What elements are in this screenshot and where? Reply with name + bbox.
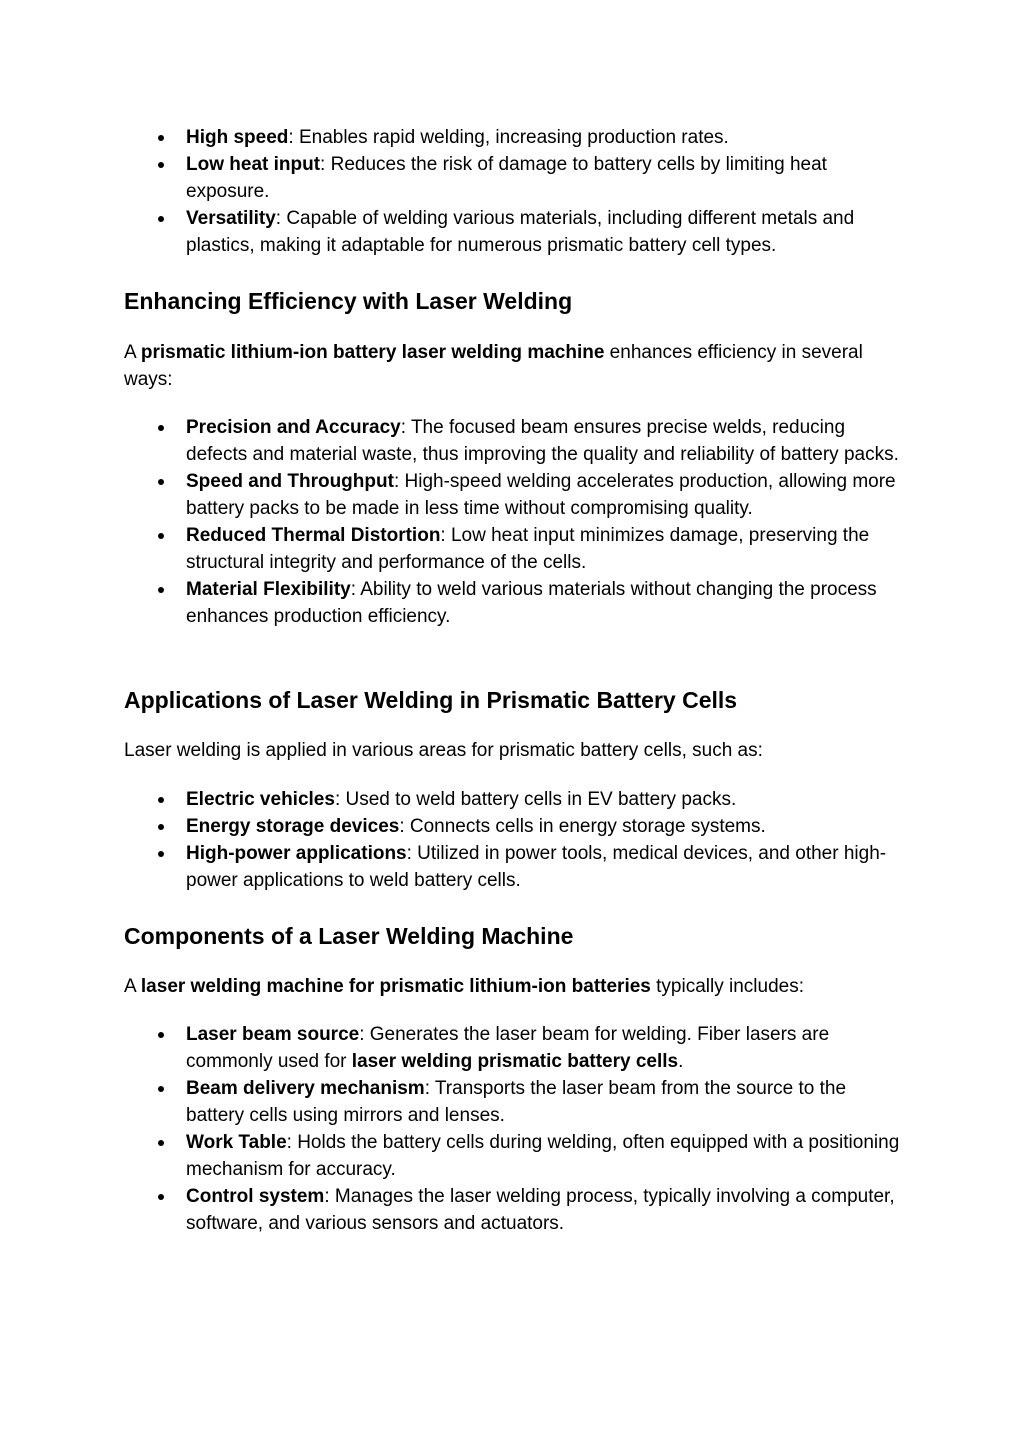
- intro-prefix: A: [124, 342, 141, 363]
- item-text: : Enables rapid welding, increasing production rates.: [288, 127, 729, 148]
- item-term: Reduced Thermal Distortion: [186, 525, 441, 546]
- list-item: [124, 414, 904, 468]
- item-term: Precision and Accuracy: [186, 417, 401, 438]
- item-text: : High-speed welding accelerates production, allowing more battery packs to be made in less time without compromising quality.: [186, 471, 896, 519]
- item-term: Electric vehicles: [186, 789, 335, 810]
- section-heading: Applications of Laser Welding in Prismatic Battery Cells: [124, 687, 738, 713]
- item-term: Work Table: [186, 1132, 287, 1153]
- intro-suffix: enhances efficiency in several ways:: [124, 342, 863, 390]
- item-text: : Capable of welding various materials, including different metals and plastics, making it adaptable for numerous prismatic battery cell types.: [186, 208, 855, 256]
- item-term: High speed: [186, 127, 289, 148]
- intro-prefix: A: [124, 976, 141, 997]
- list-item: [124, 1021, 904, 1075]
- bullet-icon: [158, 1194, 164, 1200]
- item-text: : Transports the laser beam from the source to the battery cells using mirrors and lenses.: [186, 1078, 847, 1126]
- item-text: : Holds the battery cells during welding, often equipped with a positioning mechanism for accuracy.: [186, 1132, 900, 1180]
- item-text: : Ability to weld various materials without changing the process enhances production efficiency.: [186, 579, 877, 627]
- item-text: : Reduces the risk of damage to battery cells by limiting heat exposure.: [186, 154, 827, 202]
- section-intro: [124, 339, 904, 393]
- intro-bold: prismatic lithium-ion battery laser welding machine: [140, 342, 605, 363]
- bullet-icon: [158, 162, 164, 168]
- bullet-icon: [158, 533, 164, 539]
- list-item: [124, 813, 904, 840]
- item-tail: .: [678, 1051, 684, 1072]
- item-text: : Utilized in power tools, medical devices, and other high-power applications to weld battery cells.: [186, 843, 887, 891]
- item-bold-phrase: laser welding prismatic battery cells: [351, 1051, 679, 1072]
- item-text: : Connects cells in energy storage systems.: [399, 816, 766, 837]
- bullet-icon: [158, 1086, 164, 1092]
- intro-suffix: typically includes:: [650, 976, 804, 997]
- list-item: [124, 1075, 904, 1129]
- section-intro: Laser welding is applied in various areas for prismatic battery cells, such as:: [124, 740, 763, 761]
- item-term: Material Flexibility: [186, 579, 351, 600]
- list-item: [124, 786, 904, 813]
- bullet-icon: [158, 1032, 164, 1038]
- list-item: [124, 522, 904, 576]
- item-term: Energy storage devices: [186, 816, 400, 837]
- bullet-icon: [158, 479, 164, 485]
- item-text: : Used to weld battery cells in EV battery packs.: [334, 789, 737, 810]
- efficiency-list: [124, 414, 904, 630]
- section-heading: Enhancing Efficiency with Laser Welding: [124, 288, 573, 314]
- components-list: [124, 1021, 904, 1237]
- bullet-icon: [158, 425, 164, 431]
- item-term: Beam delivery mechanism: [186, 1078, 425, 1099]
- bullet-icon: [158, 216, 164, 222]
- bullet-icon: [158, 824, 164, 830]
- list-item: [124, 1129, 904, 1183]
- item-term: Low heat input: [186, 154, 321, 175]
- bullet-icon: [158, 851, 164, 857]
- section-heading: Components of a Laser Welding Machine: [124, 923, 574, 949]
- section-intro: [124, 973, 904, 1000]
- feature-list: [124, 124, 904, 259]
- item-term: Laser beam source: [186, 1024, 360, 1045]
- item-text: : Generates the laser beam for welding. Fiber lasers are commonly used for: [186, 1024, 830, 1072]
- item-term: High-power applications: [186, 843, 407, 864]
- list-item: [124, 1183, 904, 1237]
- item-text: : The focused beam ensures precise welds, reducing defects and material waste, thus improving the quality and reliability of battery packs.: [186, 417, 899, 465]
- list-item: [124, 840, 904, 894]
- list-item: [124, 124, 904, 151]
- intro-bold: laser welding machine for prismatic lithium-ion batteries: [140, 976, 651, 997]
- item-term: Versatility: [186, 208, 276, 229]
- applications-list: [124, 786, 904, 894]
- bullet-icon: [158, 587, 164, 593]
- item-text: : Manages the laser welding process, typically involving a computer, software, and various sensors and actuators.: [186, 1186, 895, 1234]
- list-item: [124, 151, 904, 205]
- item-term: Control system: [186, 1186, 325, 1207]
- list-item: [124, 576, 904, 630]
- item-text: : Low heat input minimizes damage, preserving the structural integrity and performance of the cells.: [186, 525, 870, 573]
- bullet-icon: [158, 1140, 164, 1146]
- bullet-icon: [158, 797, 164, 803]
- bullet-icon: [158, 135, 164, 141]
- list-item: [124, 468, 904, 522]
- list-item: [124, 205, 904, 259]
- item-term: Speed and Throughput: [186, 471, 394, 492]
